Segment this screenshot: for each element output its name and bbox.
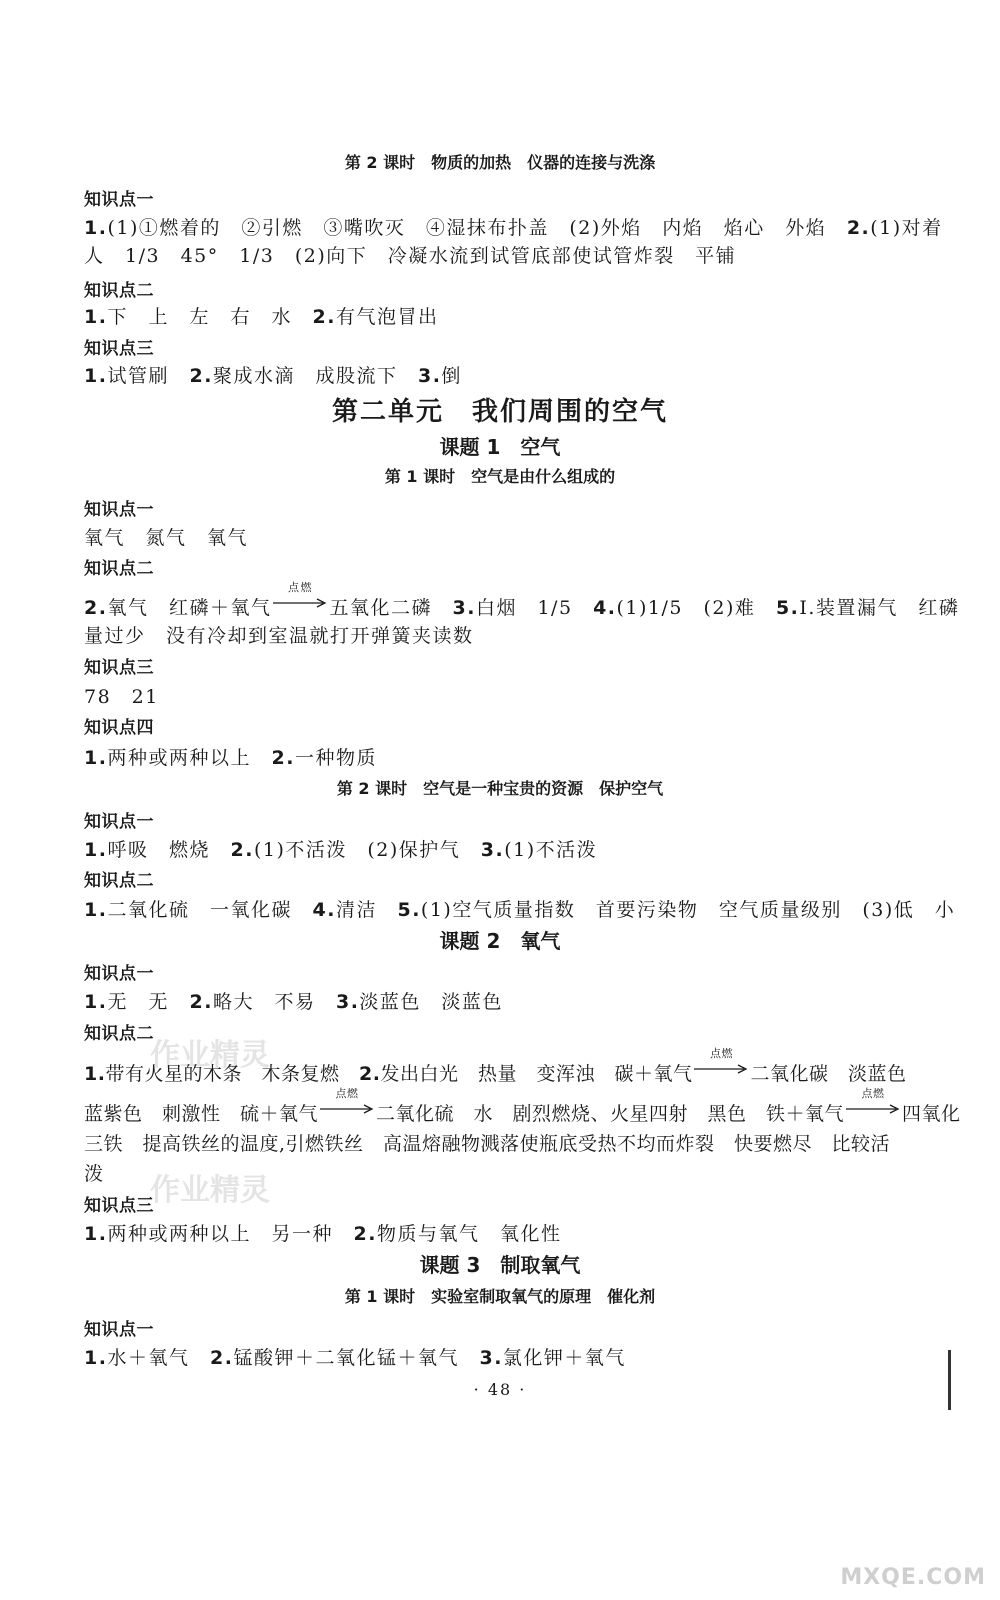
answer-line: 泼	[84, 1163, 104, 1185]
knowledge-point-heading: 知识点四	[84, 718, 154, 738]
answer-text: 白烟 1/5	[475, 597, 573, 619]
answer-text: 两种或两种以上 另一种	[107, 1223, 333, 1245]
knowledge-point-heading: 知识点二	[84, 871, 154, 891]
answer-text: 氧气 红磷＋氧气	[107, 597, 272, 619]
item-number: 1.	[84, 1347, 108, 1369]
answer-text: 无 无	[107, 991, 169, 1013]
answer-text: 试管刷	[107, 365, 169, 387]
item-number: 2.	[353, 1223, 377, 1245]
answer-text: 两种或两种以上	[107, 747, 251, 769]
answer-line	[84, 1222, 924, 1246]
item-number: 1.	[84, 306, 108, 328]
answer-text: 二氧化碳 淡蓝色	[750, 1063, 907, 1085]
item-number: 3.	[335, 991, 360, 1013]
answer-text: 清洁	[335, 899, 377, 921]
answer-line	[84, 838, 924, 862]
item-number: 5.	[775, 597, 800, 619]
item-number: 2.	[189, 365, 213, 387]
knowledge-point-heading: 知识点一	[84, 964, 154, 984]
reaction-arrow	[318, 1087, 376, 1122]
watermark: 作业精灵	[150, 1173, 270, 1208]
topic-title: 课题 3 制取氧气	[419, 1253, 581, 1277]
item-number: 1.	[84, 1063, 106, 1085]
arrow-icon	[271, 598, 329, 608]
item-number: 3.	[480, 839, 505, 861]
reaction-condition: 点燃	[335, 1087, 359, 1100]
answer-text: 一种物质	[294, 747, 377, 769]
item-number: 2.	[271, 747, 295, 769]
answer-text: 锰酸钾＋二氧化锰＋氧气	[233, 1347, 459, 1369]
item-number: 1.	[84, 747, 108, 769]
item-number: 1.	[84, 991, 108, 1013]
answer-text: 物质与氧气 氧化性	[376, 1223, 562, 1245]
answer-line: 人 1/3 45° 1/3 (2)向下 冷凝水流到试管底部使试管炸裂 平铺	[84, 245, 737, 267]
answer-line	[84, 216, 943, 240]
answer-text: 淡蓝色 淡蓝色	[359, 991, 503, 1013]
lesson-title: 第 2 课时 物质的加热 仪器的连接与洗涤	[344, 153, 656, 172]
answer-line: 三铁 提高铁丝的温度,引燃铁丝 高温熔融物溅落使瓶底受热不均而炸裂 快要燃尽 比较活	[84, 1133, 891, 1155]
knowledge-point-heading: 知识点二	[84, 281, 154, 301]
knowledge-point-heading: 知识点二	[84, 559, 154, 579]
item-number: 2.	[84, 597, 108, 619]
knowledge-point-heading: 知识点一	[84, 1320, 154, 1340]
answer-text: (1)不活泼	[504, 839, 598, 861]
answer-text: 带有火星的木条 木条复燃	[105, 1063, 340, 1085]
knowledge-point-heading: 知识点二	[84, 1024, 154, 1044]
item-number: 3.	[417, 365, 442, 387]
item-number: 1.	[84, 1223, 108, 1245]
item-number: 4.	[312, 899, 336, 921]
answer-text: 二氧化硫 水 剧烈燃烧、火星四射 黑色 铁＋氧气	[376, 1103, 845, 1125]
item-number: 2.	[358, 1063, 381, 1085]
item-number: 2.	[846, 217, 871, 239]
answer-text: 水＋氧气	[107, 1347, 190, 1369]
answer-text: (1)1/5 (2)难	[616, 597, 756, 619]
answer-text: 倒	[441, 365, 462, 387]
unit-title: 第二单元 我们周围的空气	[331, 397, 668, 427]
item-number: 2.	[312, 306, 336, 328]
topic-title: 课题 1 空气	[439, 435, 561, 459]
answer-line	[84, 990, 924, 1014]
reaction-condition: 点燃	[861, 1087, 885, 1100]
item-number: 5.	[397, 899, 421, 921]
arrow-icon	[844, 1104, 902, 1114]
item-number: 2.	[209, 1347, 234, 1369]
item-number: 1.	[84, 839, 108, 861]
knowledge-point-heading: 知识点三	[84, 1196, 154, 1216]
item-number: 2.	[189, 991, 213, 1013]
knowledge-point-heading: 知识点三	[84, 658, 154, 678]
answer-line	[84, 1087, 961, 1126]
answer-text: (1)对着	[870, 217, 943, 239]
lesson-title: 第 1 课时 实验室制取氧气的原理 催化剂	[344, 1287, 656, 1306]
item-number: 3.	[479, 1347, 503, 1369]
answer-text: (1)不活泼 (2)保护气	[253, 839, 461, 861]
answer-text: 五氧化二磷	[329, 597, 432, 619]
answer-line	[84, 364, 924, 388]
item-number: 3.	[452, 597, 476, 619]
topic-title: 课题 2 氧气	[439, 929, 561, 953]
answer-text: 蓝紫色 刺激性 硫＋氧气	[84, 1103, 319, 1125]
corner-watermark: MXQE.COM	[840, 1565, 986, 1590]
answer-text: 有气泡冒出	[335, 306, 439, 328]
item-number: 4.	[593, 597, 617, 619]
knowledge-point-heading: 知识点一	[84, 500, 154, 520]
item-number: 2.	[230, 839, 254, 861]
lesson-title: 第 2 课时 空气是一种宝贵的资源 保护空气	[336, 779, 664, 798]
answer-text: 氯化钾＋氧气	[502, 1347, 626, 1369]
item-number: 1.	[84, 899, 108, 921]
answer-text: (1)①燃着的 ②引燃 ③嘴吹灭 ④湿抹布扑盖 (2)外焰 内焰 焰心 外焰	[107, 217, 827, 239]
item-number: 1.	[84, 365, 108, 387]
answer-text: 发出白光 热量 变浑浊 碳＋氧气	[380, 1063, 693, 1085]
answer-text: 二氧化硫 一氧化碳	[107, 899, 292, 921]
answer-line	[84, 305, 924, 329]
answer-text: 略大 不易	[212, 991, 316, 1013]
item-number: 1.	[84, 217, 108, 239]
reaction-condition: 点燃	[709, 1047, 733, 1060]
answer-text: (1)空气质量指数 首要污染物 空气质量级别 (3)低 小	[420, 899, 956, 921]
knowledge-point-heading: 知识点一	[84, 812, 154, 832]
answer-line: 氧气 氮气 氧气	[84, 527, 249, 549]
answer-line: 量过少 没有冷却到室温就打开弹簧夹读数	[84, 625, 474, 647]
answer-line	[84, 581, 960, 620]
reaction-arrow	[271, 581, 329, 616]
lesson-title: 第 1 课时 空气是由什么组成的	[384, 467, 616, 486]
answer-text: 聚成水滴 成股流下	[212, 365, 398, 387]
watermark: 作业精灵	[150, 1038, 270, 1073]
arrow-icon	[692, 1064, 750, 1074]
answer-text: 呼吸 燃烧	[107, 839, 210, 861]
scan-edge-mark	[948, 1350, 951, 1410]
reaction-condition: 点燃	[287, 581, 313, 594]
answer-text: 下 上 左 右 水	[107, 306, 292, 328]
reaction-arrow	[692, 1047, 750, 1082]
arrow-icon	[318, 1104, 376, 1114]
answer-line	[84, 898, 956, 922]
answer-line	[84, 746, 924, 770]
answer-text: 四氧化	[902, 1103, 961, 1125]
answer-line	[84, 1346, 924, 1370]
page-number: · 48 ·	[473, 1380, 527, 1399]
answer-text: Ⅰ.装置漏气 红磷	[799, 597, 960, 619]
reaction-arrow	[844, 1087, 902, 1122]
knowledge-point-heading: 知识点三	[84, 339, 154, 359]
knowledge-point-heading: 知识点一	[84, 190, 154, 210]
answer-line: 78 21	[84, 686, 159, 708]
